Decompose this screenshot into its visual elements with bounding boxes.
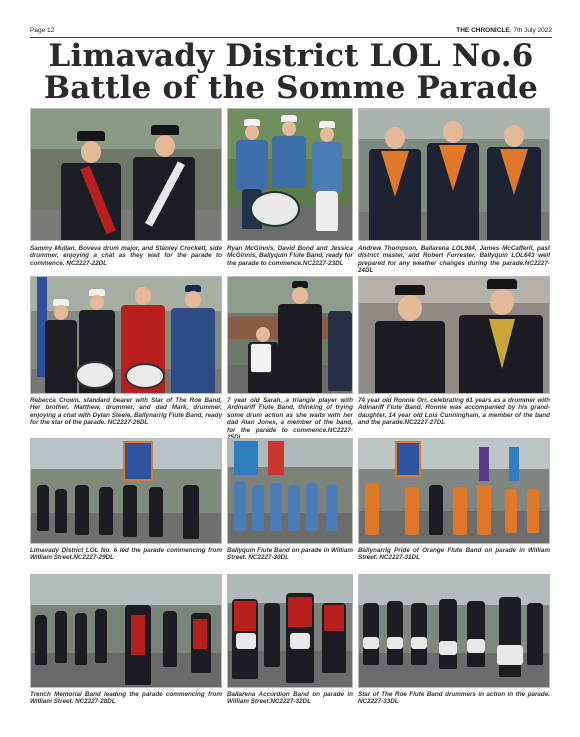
photo-8[interactable]: [227, 438, 353, 544]
headline: [30, 40, 552, 104]
photo-1[interactable]: [30, 108, 222, 241]
photo-7[interactable]: [30, 438, 222, 544]
issue-date: , 7th July 2022: [509, 27, 552, 34]
caption-1: Sammy Mullan, Boveva drum major, and Stanley Crockett, side drummer, enjoying a chat as they wait for the parade to commence. NC2227-22DL: [30, 245, 222, 267]
caption-2: Ryan McGinnis, David Bond and Jessica McGinnis, Ballyquin Flute Band, ready for the parade to commence.NC2227-23DL: [227, 245, 353, 267]
photo-cell-9: [358, 438, 550, 572]
drummers-photo-icon: [363, 597, 547, 687]
paper-masthead: [456, 26, 552, 36]
photo-11[interactable]: [227, 574, 353, 688]
photo-cell-5: [227, 276, 353, 436]
caption-8: Ballyquin Flute Band on parade in William Street. NC2227-30DL: [227, 547, 353, 562]
photo-3[interactable]: [358, 108, 550, 241]
headline-line-2: Battle of the Somme Parade: [43, 70, 539, 106]
page-number: Page 12: [30, 27, 55, 34]
orangemen-photo-icon: [369, 127, 421, 241]
parade-photo-icon: [232, 593, 350, 687]
paper-name: THE CHRONICLE: [456, 27, 510, 34]
caption-9: Ballynarrig Pride of Orange Flute Band on parade in William Street. NC2227-31DL: [358, 547, 550, 562]
photo-2[interactable]: [227, 108, 353, 241]
photo-10[interactable]: [30, 574, 222, 688]
parade-photo-icon: [395, 441, 421, 477]
caption-12: Star of The Roe Flute Band drummers in action in the parade. NC2227-33DL: [358, 691, 550, 706]
parade-photo-icon: [123, 441, 153, 481]
bandsmen-photo-icon: [45, 299, 77, 394]
caption-10: Trench Memorial Band leading the parade commencing from William Street. NC2227-28DL: [30, 691, 222, 706]
photo-6[interactable]: [358, 276, 550, 394]
photo-cell-3: [358, 108, 550, 274]
photo-9[interactable]: [358, 438, 550, 544]
caption-7: Limavady District LOL No. 6 led the parade commencing from William Street.NC2227-29DL: [30, 547, 222, 562]
photo-5[interactable]: [227, 276, 353, 394]
caption-3: Andrew Thompson, Ballarena LOL984, James McCafferll, past district master, and Robert Forrester, Ballyquin LOL643 well prepared for any weather changes during the parade.NC2227-24DL: [358, 245, 550, 275]
drummer-photo-icon: [459, 279, 543, 394]
bandsmen-photo-icon: [57, 131, 123, 241]
parade-photo-icon: [35, 605, 219, 688]
headline-line-1: Limavady District LOL No.6: [48, 38, 534, 74]
photo-cell-7: [30, 438, 222, 572]
photo-cell-1: [30, 108, 222, 274]
caption-11: Ballarena Accordion Band on parade in William Street.NC2227-32DL: [227, 691, 353, 706]
page-header: [30, 26, 552, 38]
photo-cell-2: [227, 108, 353, 274]
photo-cell-8: [227, 438, 353, 572]
caption-6: 74 year old Ronnie Orr, celebrating 61 years as a drummer with Adinariff Flute Band, Ronnie was accompanied by his grand-daughter, 14 year old Lois Cunningham, a member of the band and the parade.NC2227-27DL: [358, 397, 550, 427]
photo-12[interactable]: [358, 574, 550, 688]
caption-5: 7 year old Sarah, a triangle player with Ardinariff Flute Band, thinking of trying some drum action as she waits with her dad Alan Jones, a member of the band, for the parade to commence.NC2227-: [227, 397, 353, 434]
photo-cell-6: [358, 276, 550, 436]
photo-cell-12: [358, 574, 550, 714]
photo-cell-4: [30, 276, 222, 436]
caption-4: Rebecca Crown, standard bearer with Star of The Roe Band, Her brother, Matthew, drummer, and dad Mark, drummer, enjoying a chat with Dylan Steele, Ballynarrig Flute Band, ready for the star of the parade. NC2227-26DL: [30, 397, 222, 427]
photo-cell-11: [227, 574, 353, 714]
parade-photo-icon: [234, 441, 258, 475]
photo-cell-10: [30, 574, 222, 714]
photo-grid: [30, 108, 550, 714]
photo-4[interactable]: [30, 276, 222, 394]
